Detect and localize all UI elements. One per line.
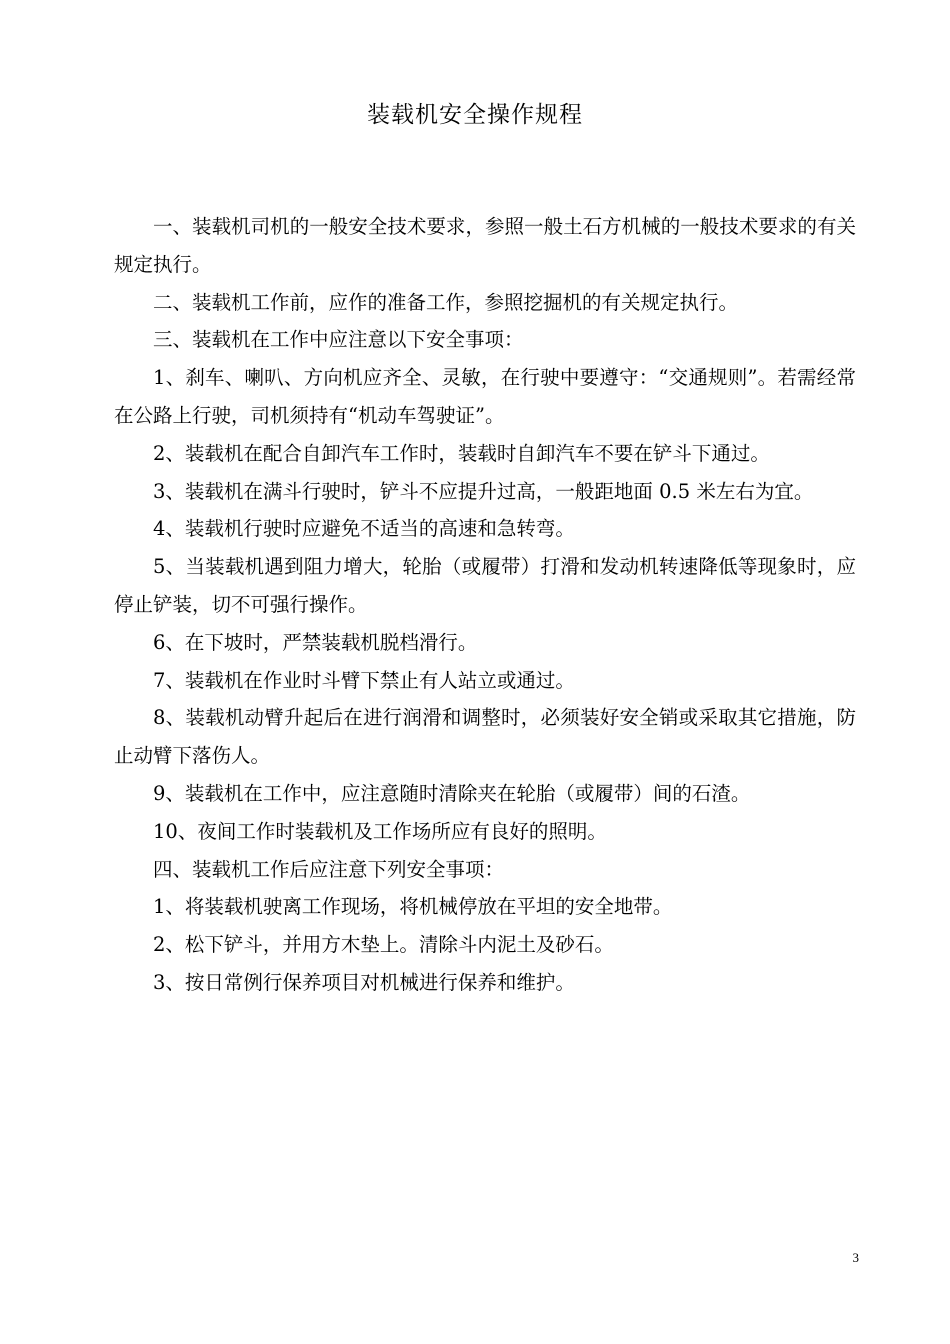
paragraph-after-item-2: 2、松下铲斗，并用方木垫上。清除斗内泥土及砂石。	[153, 933, 614, 957]
paragraph-item-4: 4、装载机行驶时应避免不适当的高速和急转弯。	[153, 517, 575, 541]
paragraph-item-10: 10、夜间工作时装载机及工作场所应有良好的照明。	[153, 819, 607, 843]
paragraph-item-6: 6、在下坡时，严禁装载机脱档滑行。	[153, 630, 478, 654]
paragraph-section-4: 四、装载机工作后应注意下列安全事项：	[153, 857, 505, 881]
paragraph-item-3: 3、装载机在满斗行驶时，铲斗不应提升过高，一般距地面 0.5 米左右为宜。	[153, 479, 814, 503]
paragraph-item-8: 8、装载机动臂升起后在进行润滑和调整时，必须装好安全销或采取其它措施，防止动臂下落伤人。	[114, 706, 856, 768]
paragraph-after-item-1: 1、将装载机驶离工作现场，将机械停放在平坦的安全地带。	[153, 895, 673, 919]
paragraph-item-9: 9、装载机在工作中，应注意随时清除夹在轮胎（或履带）间的石渣。	[153, 781, 751, 805]
paragraph-section-3: 三、装载机在工作中应注意以下安全事项：	[153, 328, 524, 352]
page-title: 装载机安全操作规程	[367, 102, 583, 128]
paragraph-item-5: 5、当装载机遇到阻力增大，轮胎（或履带）打滑和发动机转速降低等现象时，应停止铲装，切不可强行操作。	[114, 555, 856, 616]
page-number: 3	[852, 1250, 859, 1265]
paragraph-section-1: 一、装载机司机的一般安全技术要求，参照一般土石方机械的一般技术要求的有关规定执行。	[114, 215, 856, 276]
paragraph-section-2: 二、装载机工作前，应作的准备工作，参照挖掘机的有关规定执行。	[153, 290, 739, 314]
paragraph-item-2: 2、装载机在配合自卸汽车工作时，装载时自卸汽车不要在铲斗下通过。	[153, 441, 770, 465]
paragraph-after-item-3: 3、按日常例行保养项目对机械进行保养和维护。	[153, 970, 575, 994]
paragraph-item-7: 7、装载机在作业时斗臂下禁止有人站立或通过。	[153, 668, 575, 692]
document-body	[114, 208, 856, 1002]
paragraph-item-1: 1、刹车、喇叭、方向机应齐全、灵敏，在行驶中要遵守：“交通规则”。若需经常在公路上行驶，司机须持有“机动车驾驶证”。	[114, 366, 856, 427]
